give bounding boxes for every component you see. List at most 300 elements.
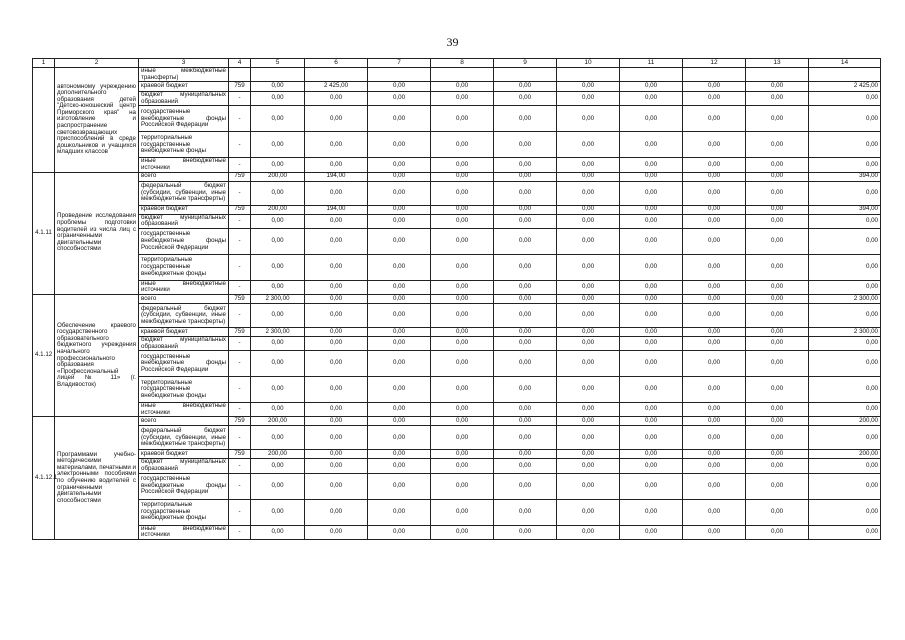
table-row: [33, 280, 881, 294]
year-value: 0,00: [305, 336, 368, 350]
header-cell: 6: [305, 59, 368, 68]
funding-source: краевой бюджет: [139, 327, 229, 336]
item-title: Обеспечение краевого государственного образовательного бюджетного учреждения начального профессионального образования «Профессиональный лицей № 11» (г. Владивосток): [55, 294, 139, 416]
year-value: 0,00: [305, 280, 368, 294]
year-value: 0,00: [368, 377, 431, 403]
kbk-code: -: [229, 426, 251, 450]
year-value: 0,00: [620, 158, 683, 172]
year-value: 0,00: [746, 228, 809, 254]
total-value: 0,00: [809, 499, 881, 525]
kbk-code: -: [229, 499, 251, 525]
year-value: 0,00: [494, 294, 557, 303]
year-value: 0,00: [368, 254, 431, 280]
funding-source: иные межбюджетные трансферты): [139, 68, 229, 82]
table-row: [33, 459, 881, 473]
header-cell: 8: [431, 59, 494, 68]
year-value: 0,00: [620, 214, 683, 228]
year-value: 0,00: [620, 473, 683, 499]
header-cell: 12: [683, 59, 746, 68]
funding-source: бюджет муниципальных образований: [139, 336, 229, 350]
funding-source: всего: [139, 294, 229, 303]
table-row: [33, 228, 881, 254]
year-value: 0,00: [431, 82, 494, 92]
kbk-code: -: [229, 377, 251, 403]
year-value: 0,00: [746, 473, 809, 499]
year-value: 0,00: [557, 205, 620, 214]
header-cell: 9: [494, 59, 557, 68]
year-value: 0,00: [305, 499, 368, 525]
year-value: 0,00: [494, 228, 557, 254]
item-title: Программами учебно-методическими материалами, печатными и электронными пособиями по обучению водителей с ограниченными двигательными способностями: [55, 417, 139, 539]
year-value: 0,00: [368, 303, 431, 327]
year-value: 0,00: [368, 351, 431, 377]
year-value: 0,00: [683, 377, 746, 403]
year-value: 0,00: [746, 303, 809, 327]
header-cell: 10: [557, 59, 620, 68]
year-value: 0,00: [368, 172, 431, 181]
year-value: [746, 68, 809, 82]
year-value: 0,00: [251, 426, 305, 450]
year-value: 0,00: [305, 181, 368, 205]
kbk-code: -: [229, 254, 251, 280]
year-value: 0,00: [620, 499, 683, 525]
year-value: 0,00: [251, 214, 305, 228]
year-value: 200,00: [251, 205, 305, 214]
year-value: 0,00: [251, 459, 305, 473]
year-value: 0,00: [431, 377, 494, 403]
year-value: 0,00: [431, 172, 494, 181]
year-value: 0,00: [746, 158, 809, 172]
year-value: 0,00: [251, 82, 305, 92]
total-value: 0,00: [809, 336, 881, 350]
year-value: 0,00: [305, 158, 368, 172]
year-value: 0,00: [494, 303, 557, 327]
year-value: 0,00: [620, 459, 683, 473]
year-value: 0,00: [251, 303, 305, 327]
year-value: 0,00: [494, 254, 557, 280]
total-value: 0,00: [809, 106, 881, 132]
year-value: 0,00: [305, 426, 368, 450]
year-value: 0,00: [431, 106, 494, 132]
year-value: 0,00: [746, 92, 809, 106]
funding-source: иные внебюджетные источники: [139, 280, 229, 294]
funding-source: иные внебюджетные источники: [139, 403, 229, 417]
year-value: 0,00: [494, 82, 557, 92]
table-row: [33, 82, 881, 92]
item-code: 4.1.12: [33, 294, 55, 416]
year-value: 0,00: [368, 214, 431, 228]
year-value: [368, 68, 431, 82]
funding-source: федеральный бюджет (субсидии, субвенции, иные межбюджетные трансферты): [139, 303, 229, 327]
year-value: 0,00: [557, 181, 620, 205]
year-value: 200,00: [251, 417, 305, 426]
table-row: [33, 499, 881, 525]
year-value: 0,00: [746, 417, 809, 426]
year-value: 0,00: [746, 336, 809, 350]
year-value: 0,00: [620, 450, 683, 459]
year-value: 0,00: [683, 336, 746, 350]
year-value: 0,00: [557, 228, 620, 254]
table-row: [33, 417, 881, 426]
year-value: [683, 68, 746, 82]
year-value: 0,00: [431, 336, 494, 350]
funding-source: иные внебюджетные источники: [139, 158, 229, 172]
kbk-code: 759: [229, 82, 251, 92]
year-value: 0,00: [251, 106, 305, 132]
year-value: 0,00: [305, 525, 368, 539]
kbk-code: -: [229, 336, 251, 350]
year-value: 0,00: [683, 228, 746, 254]
kbk-code: -: [229, 132, 251, 158]
item-code: 4.1.12.1: [33, 417, 55, 539]
item-code: [33, 68, 55, 173]
funding-source: бюджет муниципальных образований: [139, 92, 229, 106]
year-value: 0,00: [431, 158, 494, 172]
year-value: 0,00: [494, 450, 557, 459]
year-value: 0,00: [305, 473, 368, 499]
year-value: 0,00: [620, 228, 683, 254]
total-value: 0,00: [809, 132, 881, 158]
item-title: Проведение исследования проблемы подготовки водителей из числа лиц с ограниченными двигательными способностями: [55, 172, 139, 294]
year-value: 0,00: [305, 417, 368, 426]
year-value: 0,00: [620, 205, 683, 214]
year-value: 0,00: [557, 473, 620, 499]
year-value: 200,00: [251, 172, 305, 181]
year-value: 0,00: [494, 473, 557, 499]
total-value: 0,00: [809, 426, 881, 450]
year-value: 0,00: [557, 294, 620, 303]
year-value: 0,00: [431, 403, 494, 417]
year-value: 0,00: [683, 459, 746, 473]
year-value: 0,00: [305, 459, 368, 473]
year-value: 0,00: [251, 228, 305, 254]
total-value: 200,00: [809, 417, 881, 426]
year-value: 0,00: [431, 327, 494, 336]
year-value: 0,00: [305, 351, 368, 377]
year-value: 0,00: [494, 525, 557, 539]
year-value: 0,00: [494, 417, 557, 426]
year-value: 0,00: [746, 82, 809, 92]
year-value: 0,00: [620, 92, 683, 106]
header-cell: 5: [251, 59, 305, 68]
kbk-code: 759: [229, 417, 251, 426]
year-value: 0,00: [557, 417, 620, 426]
total-value: 0,00: [809, 403, 881, 417]
kbk-code: 759: [229, 450, 251, 459]
year-value: 0,00: [746, 181, 809, 205]
year-value: 0,00: [368, 280, 431, 294]
year-value: 0,00: [494, 280, 557, 294]
header-cell: 14: [809, 59, 881, 68]
year-value: 0,00: [557, 214, 620, 228]
year-value: 0,00: [305, 450, 368, 459]
year-value: 0,00: [368, 82, 431, 92]
year-value: 0,00: [494, 106, 557, 132]
funding-source: федеральный бюджет (субсидии, субвенции, иные межбюджетные трансферты): [139, 181, 229, 205]
year-value: 0,00: [305, 214, 368, 228]
year-value: 0,00: [368, 327, 431, 336]
year-value: 0,00: [620, 303, 683, 327]
year-value: 0,00: [494, 499, 557, 525]
year-value: 0,00: [557, 336, 620, 350]
year-value: 0,00: [251, 336, 305, 350]
year-value: 0,00: [431, 132, 494, 158]
item-title: автономному учреждению дополнительного образования детей "Детско-юношеский центр Приморского края" на изготовление и распространение световозвращающих приспособлений в среде дошкольников и учащихся младших классов: [55, 68, 139, 173]
kbk-code: 759: [229, 327, 251, 336]
year-value: 0,00: [431, 92, 494, 106]
year-value: 0,00: [494, 158, 557, 172]
kbk-code: [229, 68, 251, 82]
total-value: 200,00: [809, 450, 881, 459]
year-value: 0,00: [620, 426, 683, 450]
year-value: 0,00: [431, 426, 494, 450]
funding-source: бюджет муниципальных образований: [139, 214, 229, 228]
year-value: 0,00: [431, 525, 494, 539]
total-value: 0,00: [809, 459, 881, 473]
year-value: 0,00: [683, 327, 746, 336]
year-value: 0,00: [431, 254, 494, 280]
kbk-code: 759: [229, 172, 251, 181]
year-value: 0,00: [305, 228, 368, 254]
table-row: [33, 181, 881, 205]
year-value: 0,00: [683, 303, 746, 327]
year-value: 0,00: [494, 336, 557, 350]
funding-source: федеральный бюджет (субсидии, субвенции, иные межбюджетные трансферты): [139, 426, 229, 450]
header-cell: 7: [368, 59, 431, 68]
year-value: 0,00: [620, 327, 683, 336]
header-cell: 11: [620, 59, 683, 68]
year-value: 0,00: [368, 426, 431, 450]
funding-source: всего: [139, 172, 229, 181]
year-value: 0,00: [251, 158, 305, 172]
year-value: 0,00: [557, 525, 620, 539]
total-value: 2 300,00: [809, 294, 881, 303]
year-value: 200,00: [251, 450, 305, 459]
year-value: 0,00: [494, 377, 557, 403]
year-value: 0,00: [368, 417, 431, 426]
year-value: 0,00: [494, 172, 557, 181]
total-value: 0,00: [809, 214, 881, 228]
funding-source: всего: [139, 417, 229, 426]
kbk-code: 759: [229, 294, 251, 303]
table-row: [33, 351, 881, 377]
year-value: 0,00: [557, 106, 620, 132]
year-value: 0,00: [431, 351, 494, 377]
table-row: [33, 106, 881, 132]
funding-source: территориальные государственные внебюджетные фонды: [139, 254, 229, 280]
total-value: 0,00: [809, 303, 881, 327]
year-value: 0,00: [746, 499, 809, 525]
total-value: 0,00: [809, 254, 881, 280]
year-value: 0,00: [557, 426, 620, 450]
kbk-code: -: [229, 158, 251, 172]
table-row: [33, 303, 881, 327]
year-value: 0,00: [683, 181, 746, 205]
year-value: 0,00: [557, 351, 620, 377]
year-value: 0,00: [683, 82, 746, 92]
year-value: 0,00: [431, 294, 494, 303]
year-value: 0,00: [368, 525, 431, 539]
year-value: [494, 68, 557, 82]
funding-source: территориальные государственные внебюджетные фонды: [139, 499, 229, 525]
year-value: 0,00: [431, 214, 494, 228]
year-value: 0,00: [683, 417, 746, 426]
year-value: 0,00: [494, 459, 557, 473]
year-value: 0,00: [746, 377, 809, 403]
year-value: 0,00: [620, 403, 683, 417]
table-row: [33, 426, 881, 450]
year-value: 0,00: [368, 158, 431, 172]
year-value: 0,00: [620, 172, 683, 181]
year-value: 0,00: [305, 377, 368, 403]
kbk-code: -: [229, 403, 251, 417]
year-value: 0,00: [251, 351, 305, 377]
year-value: 0,00: [431, 417, 494, 426]
table-row: [33, 336, 881, 350]
year-value: 0,00: [494, 132, 557, 158]
year-value: 0,00: [368, 336, 431, 350]
funding-source: территориальные государственные внебюджетные фонды: [139, 132, 229, 158]
year-value: 0,00: [683, 205, 746, 214]
kbk-code: -: [229, 303, 251, 327]
year-value: 0,00: [494, 327, 557, 336]
total-value: 0,00: [809, 181, 881, 205]
year-value: 0,00: [746, 459, 809, 473]
year-value: 0,00: [305, 132, 368, 158]
year-value: 0,00: [620, 132, 683, 158]
funding-source: государственные внебюджетные фонды Российской Федерации: [139, 228, 229, 254]
year-value: 0,00: [251, 254, 305, 280]
total-value: 0,00: [809, 351, 881, 377]
page-number: 39: [446, 35, 459, 49]
year-value: 0,00: [368, 473, 431, 499]
year-value: 2 425,00: [305, 82, 368, 92]
year-value: 0,00: [746, 214, 809, 228]
year-value: 0,00: [557, 327, 620, 336]
year-value: 0,00: [683, 403, 746, 417]
total-value: 0,00: [809, 280, 881, 294]
table-row: [33, 377, 881, 403]
year-value: 0,00: [746, 351, 809, 377]
year-value: 0,00: [557, 459, 620, 473]
table-row: [33, 403, 881, 417]
year-value: 0,00: [494, 205, 557, 214]
funding-source: территориальные государственные внебюджетные фонды: [139, 377, 229, 403]
year-value: [557, 68, 620, 82]
year-value: 0,00: [557, 132, 620, 158]
year-value: 0,00: [620, 377, 683, 403]
table-row: [33, 158, 881, 172]
year-value: 0,00: [494, 351, 557, 377]
year-value: 0,00: [368, 181, 431, 205]
year-value: 0,00: [494, 403, 557, 417]
year-value: 0,00: [431, 450, 494, 459]
year-value: 0,00: [620, 82, 683, 92]
kbk-code: -: [229, 106, 251, 132]
funding-source: государственные внебюджетные фонды Российской Федерации: [139, 106, 229, 132]
header-cell: 1: [33, 59, 55, 68]
budget-table: [32, 58, 881, 540]
year-value: 0,00: [683, 172, 746, 181]
year-value: 0,00: [494, 214, 557, 228]
kbk-code: -: [229, 525, 251, 539]
total-value: 0,00: [809, 473, 881, 499]
year-value: 0,00: [746, 294, 809, 303]
table-row: [33, 132, 881, 158]
total-value: 0,00: [809, 525, 881, 539]
year-value: 0,00: [746, 450, 809, 459]
table-row: [33, 525, 881, 539]
year-value: 0,00: [620, 351, 683, 377]
year-value: 0,00: [620, 525, 683, 539]
year-value: 0,00: [620, 294, 683, 303]
year-value: 0,00: [557, 254, 620, 280]
year-value: 0,00: [431, 499, 494, 525]
year-value: 0,00: [746, 172, 809, 181]
year-value: 0,00: [494, 92, 557, 106]
year-value: [620, 68, 683, 82]
funding-source: иные внебюджетные источники: [139, 525, 229, 539]
year-value: 0,00: [431, 473, 494, 499]
year-value: 0,00: [620, 106, 683, 132]
year-value: 0,00: [368, 499, 431, 525]
year-value: 0,00: [368, 92, 431, 106]
year-value: 0,00: [368, 450, 431, 459]
total-value: [809, 68, 881, 82]
year-value: 0,00: [368, 228, 431, 254]
year-value: 0,00: [494, 181, 557, 205]
year-value: 0,00: [305, 403, 368, 417]
year-value: 0,00: [557, 92, 620, 106]
table-row: [33, 92, 881, 106]
year-value: 0,00: [683, 525, 746, 539]
year-value: 0,00: [557, 280, 620, 294]
kbk-code: -: [229, 92, 251, 106]
table-row: [33, 68, 881, 82]
year-value: 0,00: [368, 294, 431, 303]
year-value: 0,00: [251, 499, 305, 525]
year-value: 0,00: [683, 280, 746, 294]
table-row: [33, 254, 881, 280]
year-value: 0,00: [746, 403, 809, 417]
year-value: 0,00: [746, 254, 809, 280]
year-value: 0,00: [620, 417, 683, 426]
year-value: 0,00: [368, 132, 431, 158]
kbk-code: 759: [229, 205, 251, 214]
total-value: 2 300,00: [809, 327, 881, 336]
year-value: 0,00: [620, 181, 683, 205]
year-value: 0,00: [683, 450, 746, 459]
year-value: 0,00: [494, 426, 557, 450]
year-value: 0,00: [683, 499, 746, 525]
year-value: 0,00: [683, 214, 746, 228]
year-value: 0,00: [557, 303, 620, 327]
year-value: 0,00: [305, 303, 368, 327]
year-value: 0,00: [251, 132, 305, 158]
header-cell: 3: [139, 59, 229, 68]
kbk-code: -: [229, 473, 251, 499]
funding-source: краевой бюджет: [139, 82, 229, 92]
year-value: [305, 68, 368, 82]
table-row: [33, 172, 881, 181]
budget-table-body: [33, 59, 881, 540]
year-value: 0,00: [683, 473, 746, 499]
total-value: 2 425,00: [809, 82, 881, 92]
year-value: 0,00: [683, 351, 746, 377]
year-value: 2 300,00: [251, 294, 305, 303]
year-value: 0,00: [557, 499, 620, 525]
year-value: 0,00: [746, 426, 809, 450]
